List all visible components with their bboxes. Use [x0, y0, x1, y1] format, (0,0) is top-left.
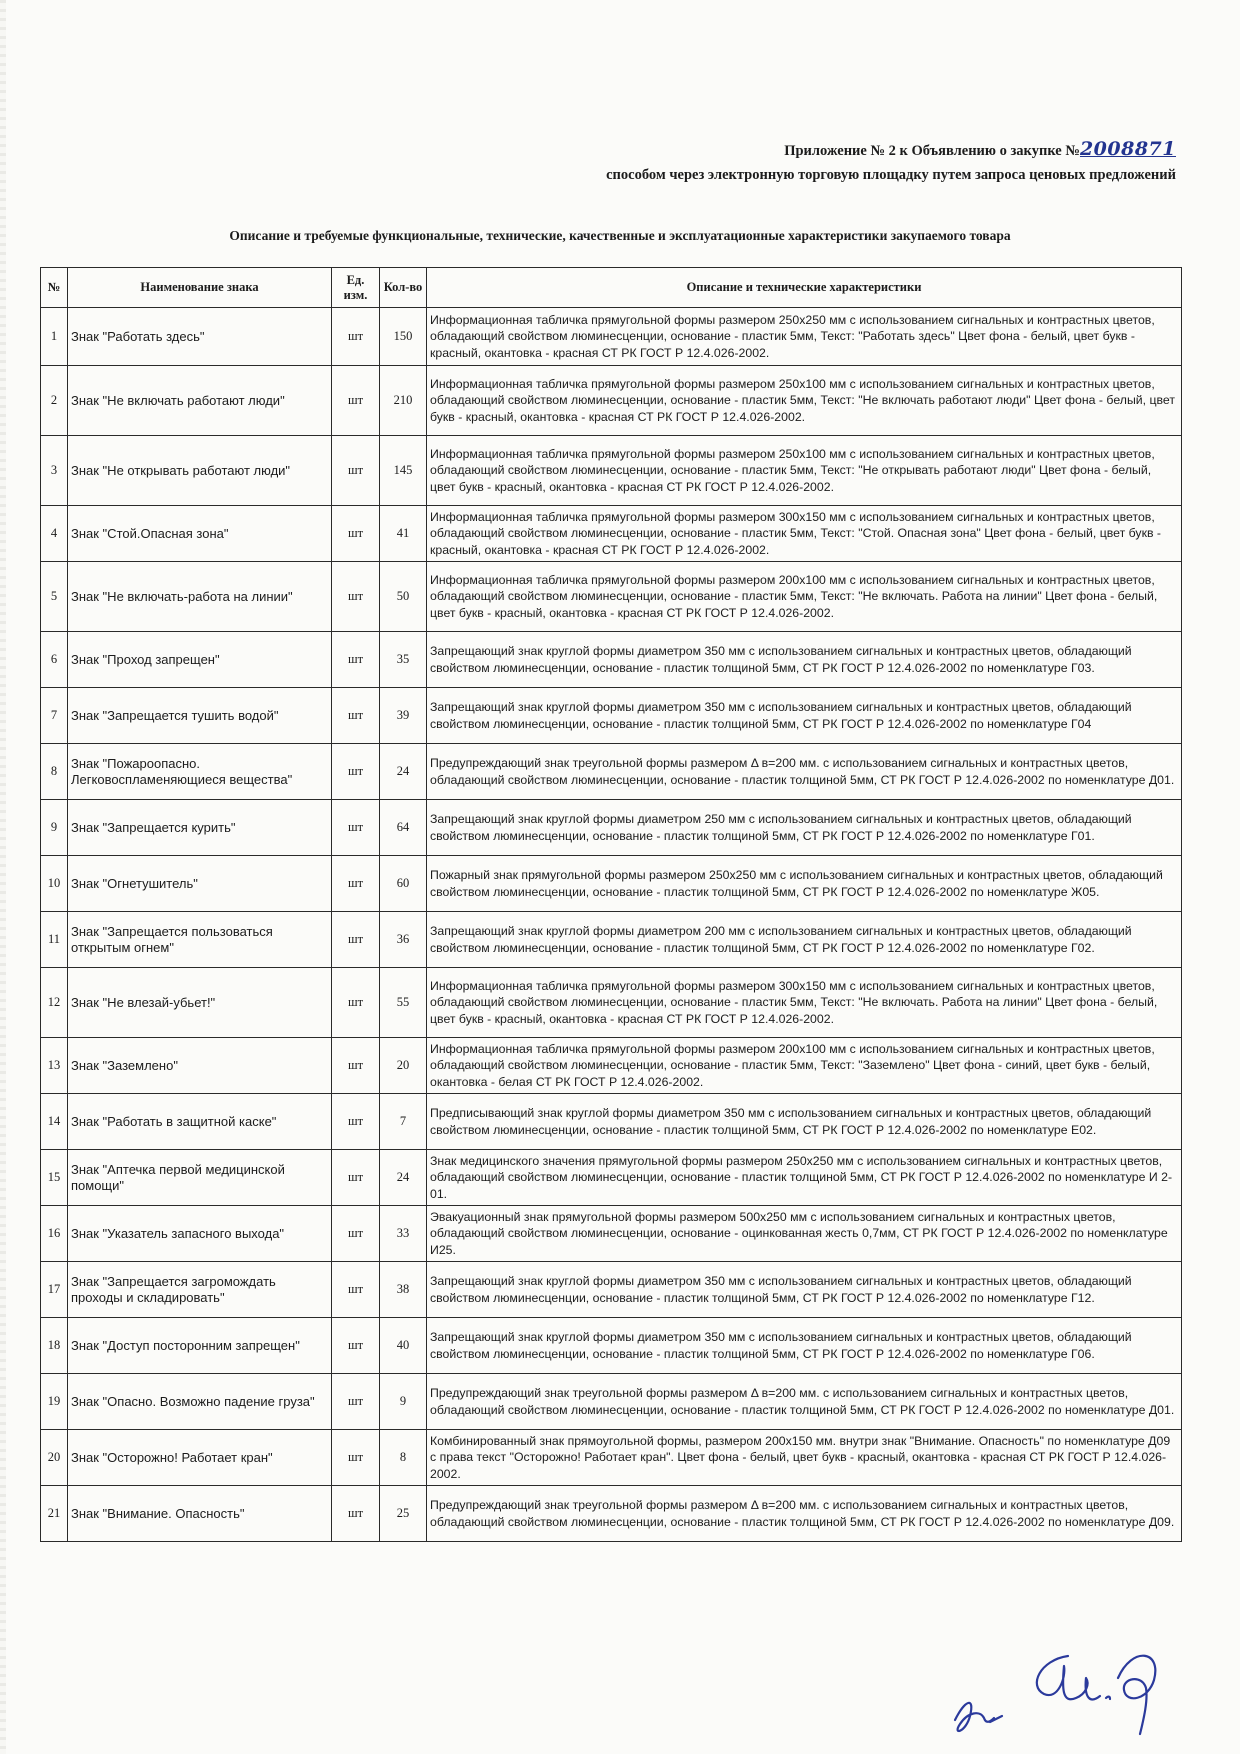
table-row — [41, 744, 1182, 800]
table-body — [41, 308, 1182, 1542]
row-number: 11 — [41, 912, 68, 968]
table-row — [41, 1038, 1182, 1094]
table-row — [41, 1150, 1182, 1206]
quantity-cell: 41 — [380, 506, 427, 562]
row-number: 2 — [41, 366, 68, 436]
quantity-cell: 64 — [380, 800, 427, 856]
unit-cell: шт — [332, 506, 380, 562]
quantity-cell: 55 — [380, 968, 427, 1038]
unit-cell: шт — [332, 1094, 380, 1150]
unit-cell: шт — [332, 1318, 380, 1374]
sign-name: Знак "Не открывать работают люди" — [68, 436, 332, 506]
sign-name: Знак "Пожароопасно. Легковоспламеняющиеся вещества" — [68, 744, 332, 800]
table-header-row — [41, 268, 1182, 308]
sign-name: Знак "Осторожно! Работает кран" — [68, 1430, 332, 1486]
quantity-cell: 38 — [380, 1262, 427, 1318]
document-header — [606, 136, 1176, 186]
table-row — [41, 856, 1182, 912]
quantity-cell: 60 — [380, 856, 427, 912]
unit-cell: шт — [332, 1374, 380, 1430]
row-number: 21 — [41, 1486, 68, 1542]
quantity-cell: 8 — [380, 1430, 427, 1486]
table-row — [41, 1318, 1182, 1374]
table-row — [41, 562, 1182, 632]
table-row — [41, 1486, 1182, 1542]
appendix-prefix: Приложение № 2 к Объявлению о закупке № — [784, 143, 1080, 159]
description-cell: Информационная табличка прямугольной формы размером 200х100 мм с использованием сигнальных и контрастных цветов, обладающий свойством люминесценции, основание - пластик 5мм, Текст: "Заземлено" Цвет фона - синий, цвет букв - белый, окантовка - белая СТ РК ГОСТ Р 12.4.026-2002. — [427, 1038, 1182, 1094]
table-row — [41, 308, 1182, 366]
description-cell: Эвакуационный знак прямугольной формы размером 500х250 мм с использованием сигнальных и контрастных цветов, обладающий свойством люминесценции, основание - оцинкованная жесть 0,7мм, СТ РК ГОСТ Р 12.4.026-2002 по номенклатуре И25. — [427, 1206, 1182, 1262]
unit-cell: шт — [332, 366, 380, 436]
sign-name: Знак "Указатель запасного выхода" — [68, 1206, 332, 1262]
table-row — [41, 688, 1182, 744]
row-number: 17 — [41, 1262, 68, 1318]
unit-cell: шт — [332, 800, 380, 856]
unit-cell: шт — [332, 744, 380, 800]
quantity-cell: 150 — [380, 308, 427, 366]
sign-name: Знак "Стой.Опасная зона" — [68, 506, 332, 562]
quantity-cell: 40 — [380, 1318, 427, 1374]
table-row — [41, 800, 1182, 856]
column-header-quantity: Кол-во — [380, 268, 427, 308]
column-header-description: Описание и технические характеристики — [427, 268, 1182, 308]
description-cell: Запрещающий знак круглой формы диаметром 250 мм с использованием сигнальных и контрастных цветов, обладающий свойством люминесценции, основание - пластик толщиной 5мм, СТ РК ГОСТ Р 12.4.026-2002 по номенклатуре Г01. — [427, 800, 1182, 856]
sign-name: Знак "Не включать-работа на линии" — [68, 562, 332, 632]
row-number: 4 — [41, 506, 68, 562]
description-cell: Предупреждающий знак треугольной формы размером Δ в=200 мм. с использованием сигнальных и контрастных цветов, обладающий свойством люминесценции, основание - пластик толщиной 5мм, СТ РК ГОСТ Р 12.4.026-2002 по номенклатуре Д01. — [427, 744, 1182, 800]
table-row — [41, 968, 1182, 1038]
sign-name: Знак "Не включать работают люди" — [68, 366, 332, 436]
description-cell: Комбинированный знак прямоугольной формы, размером 200х150 мм. внутри знак "Внимание. Опасность" по номенклатуре Д09 с права текст "Осторожно! Работает кран". Цвет фона - белый, цвет букв - красный, окантовка - красная СТ РК ГОСТ Р 12.4.026-2002. — [427, 1430, 1182, 1486]
row-number: 16 — [41, 1206, 68, 1262]
row-number: 3 — [41, 436, 68, 506]
unit-cell: шт — [332, 1486, 380, 1542]
quantity-cell: 35 — [380, 632, 427, 688]
description-cell: Предписывающий знак круглой формы диаметром 350 мм с использованием сигнальных и контрастных цветов, обладающий свойством люминесценции, основание - пластик толщиной 5мм, СТ РК ГОСТ Р 12.4.026-2002 по номенклатуре Е02. — [427, 1094, 1182, 1150]
quantity-cell: 36 — [380, 912, 427, 968]
unit-cell: шт — [332, 436, 380, 506]
sign-name: Знак "Запрещается пользоваться открытым огнем" — [68, 912, 332, 968]
row-number: 13 — [41, 1038, 68, 1094]
sign-name: Знак "Проход запрещен" — [68, 632, 332, 688]
unit-cell: шт — [332, 968, 380, 1038]
row-number: 14 — [41, 1094, 68, 1150]
row-number: 12 — [41, 968, 68, 1038]
unit-cell: шт — [332, 308, 380, 366]
quantity-cell: 39 — [380, 688, 427, 744]
quantity-cell: 20 — [380, 1038, 427, 1094]
row-number: 19 — [41, 1374, 68, 1430]
table-row — [41, 436, 1182, 506]
sign-name: Знак "Работать в защитной каске" — [68, 1094, 332, 1150]
unit-cell: шт — [332, 912, 380, 968]
row-number: 6 — [41, 632, 68, 688]
description-cell: Знак медицинского значения прямугольной формы размером 250х250 мм с использованием сигнальных и контрастных цветов, обладающий свойством люминесценции, основание - пластик толщиной 5мм, СТ РК ГОСТ Р 12.4.026-2002 по номенклатуре И 2-01. — [427, 1150, 1182, 1206]
description-cell: Информационная табличка прямугольной формы размером 200х100 мм с использованием сигнальных и контрастных цветов, обладающий свойством люминесценции, основание - пластик 5мм, Текст: "Не включать. Работа на линии" Цвет фона - белый, цвет букв - красный, окантовка - красная СТ РК ГОСТ Р 12.4.026-2002. — [427, 562, 1182, 632]
quantity-cell: 50 — [380, 562, 427, 632]
quantity-cell: 33 — [380, 1206, 427, 1262]
row-number: 18 — [41, 1318, 68, 1374]
scan-edge — [0, 0, 6, 1754]
sign-name: Знак "Аптечка первой медицинской помощи" — [68, 1150, 332, 1206]
description-cell: Пожарный знак прямугольной формы размером 250х250 мм с использованием сигнальных и контрастных цветов, обладающий свойством люминесценции, основание - пластик толщиной 5мм, СТ РК ГОСТ Р 12.4.026-2002 по номенклатуре Ж05. — [427, 856, 1182, 912]
quantity-cell: 24 — [380, 744, 427, 800]
table-row — [41, 1430, 1182, 1486]
table-row — [41, 632, 1182, 688]
unit-cell: шт — [332, 632, 380, 688]
sign-name: Знак "Запрещается курить" — [68, 800, 332, 856]
description-cell: Запрещающий знак круглой формы диаметром 350 мм с использованием сигнальных и контрастных цветов, обладающий свойством люминесценции, основание - пластик толщиной 5мм, СТ РК ГОСТ Р 12.4.026-2002 по номенклатуре Г06. — [427, 1318, 1182, 1374]
document-title: Описание и требуемые функциональные, технические, качественные и эксплуатационные характеристики закупаемого товара — [229, 228, 1011, 243]
handwritten-signature — [940, 1638, 1190, 1748]
description-cell: Информационная табличка прямугольной формы размером 250х250 мм с использованием сигнальных и контрастных цветов, обладающий свойством люминесценции, основание - пластик 5мм, Текст: "Работать здесь" Цвет фона - белый, цвет букв - красный, окантовка - красная СТ РК ГОСТ Р 12.4.026-2002. — [427, 308, 1182, 366]
description-cell: Информационная табличка прямугольной формы размером 300х150 мм с использованием сигнальных и контрастных цветов, обладающий свойством люминесценции, основание - пластик 5мм, Текст: "Не включать. Работа на линии" Цвет фона - белый, цвет букв - красный, окантовка - красная СТ РК ГОСТ Р 12.4.026-2002. — [427, 968, 1182, 1038]
sign-name: Знак "Не влезай-убьет!" — [68, 968, 332, 1038]
row-number: 9 — [41, 800, 68, 856]
unit-cell: шт — [332, 856, 380, 912]
table-row — [41, 1206, 1182, 1262]
row-number: 5 — [41, 562, 68, 632]
description-cell: Предупреждающий знак треугольной формы размером Δ в=200 мм. с использованием сигнальных и контрастных цветов, обладающий свойством люминесценции, основание - пластик толщиной 5мм, СТ РК ГОСТ Р 12.4.026-2002 по номенклатуре Д09. — [427, 1486, 1182, 1542]
row-number: 8 — [41, 744, 68, 800]
quantity-cell: 9 — [380, 1374, 427, 1430]
unit-cell: шт — [332, 1038, 380, 1094]
quantity-cell: 210 — [380, 366, 427, 436]
unit-cell: шт — [332, 1430, 380, 1486]
table-row — [41, 366, 1182, 436]
sign-name: Знак "Запрещается загромождать проходы и складировать" — [68, 1262, 332, 1318]
quantity-cell: 24 — [380, 1150, 427, 1206]
quantity-cell: 25 — [380, 1486, 427, 1542]
unit-cell: шт — [332, 562, 380, 632]
table-row — [41, 1262, 1182, 1318]
appendix-line — [606, 136, 1176, 164]
row-number: 20 — [41, 1430, 68, 1486]
row-number: 7 — [41, 688, 68, 744]
description-cell: Предупреждающий знак треугольной формы размером Δ в=200 мм. с использованием сигнальных и контрастных цветов, обладающий свойством люминесценции, основание - пластик толщиной 5мм, СТ РК ГОСТ Р 12.4.026-2002 по номенклатуре Д01. — [427, 1374, 1182, 1430]
unit-cell: шт — [332, 688, 380, 744]
unit-cell: шт — [332, 1206, 380, 1262]
quantity-cell: 7 — [380, 1094, 427, 1150]
table-row — [41, 1094, 1182, 1150]
description-cell: Информационная табличка прямугольной формы размером 250х100 мм с использованием сигнальных и контрастных цветов, обладающий свойством люминесценции, основание - пластик 5мм, Текст: "Не включать работают люди" Цвет фона - белый, цвет букв - красный, окантовка - красная СТ РК ГОСТ Р 12.4.026-2002. — [427, 366, 1182, 436]
table-row — [41, 1374, 1182, 1430]
table-row — [41, 506, 1182, 562]
sign-name: Знак "Запрещается тушить водой" — [68, 688, 332, 744]
procurement-method: способом через электронную торговую площадку путем запроса ценовых предложений — [606, 167, 1176, 183]
sign-name: Знак "Доступ посторонним запрещен" — [68, 1318, 332, 1374]
row-number: 1 — [41, 308, 68, 366]
description-cell: Запрещающий знак круглой формы диаметром 200 мм с использованием сигнальных и контрастных цветов, обладающий свойством люминесценции, основание - пластик толщиной 5мм, СТ РК ГОСТ Р 12.4.026-2002 по номенклатуре Г02. — [427, 912, 1182, 968]
sign-name: Знак "Работать здесь" — [68, 308, 332, 366]
quantity-cell: 145 — [380, 436, 427, 506]
unit-cell: шт — [332, 1150, 380, 1206]
sign-name: Знак "Внимание. Опасность" — [68, 1486, 332, 1542]
unit-cell: шт — [332, 1262, 380, 1318]
description-cell: Запрещающий знак круглой формы диаметром 350 мм с использованием сигнальных и контрастных цветов, обладающий свойством люминесценции, основание - пластик толщиной 5мм, СТ РК ГОСТ Р 12.4.026-2002 по номенклатуре Г04 — [427, 688, 1182, 744]
sign-name: Знак "Заземлено" — [68, 1038, 332, 1094]
procurement-number: 2008871 — [1079, 138, 1176, 160]
column-header-number: № — [41, 268, 68, 308]
column-header-unit: Ед. изм. — [332, 268, 380, 308]
items-table — [40, 267, 1182, 1542]
description-cell: Запрещающий знак круглой формы диаметром 350 мм с использованием сигнальных и контрастных цветов, обладающий свойством люминесценции, основание - пластик толщиной 5мм, СТ РК ГОСТ Р 12.4.026-2002 по номенклатуре Г12. — [427, 1262, 1182, 1318]
sign-name: Знак "Опасно. Возможно падение груза" — [68, 1374, 332, 1430]
table-row — [41, 912, 1182, 968]
description-cell: Запрещающий знак круглой формы диаметром 350 мм с использованием сигнальных и контрастных цветов, обладающий свойством люминесценции, основание - пластик толщиной 5мм, СТ РК ГОСТ Р 12.4.026-2002 по номенклатуре Г03. — [427, 632, 1182, 688]
row-number: 10 — [41, 856, 68, 912]
sign-name: Знак "Огнетушитель" — [68, 856, 332, 912]
column-header-name: Наименование знака — [68, 268, 332, 308]
row-number: 15 — [41, 1150, 68, 1206]
description-cell: Информационная табличка прямугольной формы размером 300х150 мм с использованием сигнальных и контрастных цветов, обладающий свойством люминесценции, основание - пластик 5мм, Текст: "Стой. Опасная зона" Цвет фона - белый, цвет букв - красный, окантовка - красная СТ РК ГОСТ Р 12.4.026-2002. — [427, 506, 1182, 562]
description-cell: Информационная табличка прямугольной формы размером 250х100 мм с использованием сигнальных и контрастных цветов, обладающий свойством люминесценции, основание - пластик 5мм, Текст: "Не открывать работают люди" Цвет фона - белый, цвет букв - красный, окантовка - красная СТ РК ГОСТ Р 12.4.026-2002. — [427, 436, 1182, 506]
